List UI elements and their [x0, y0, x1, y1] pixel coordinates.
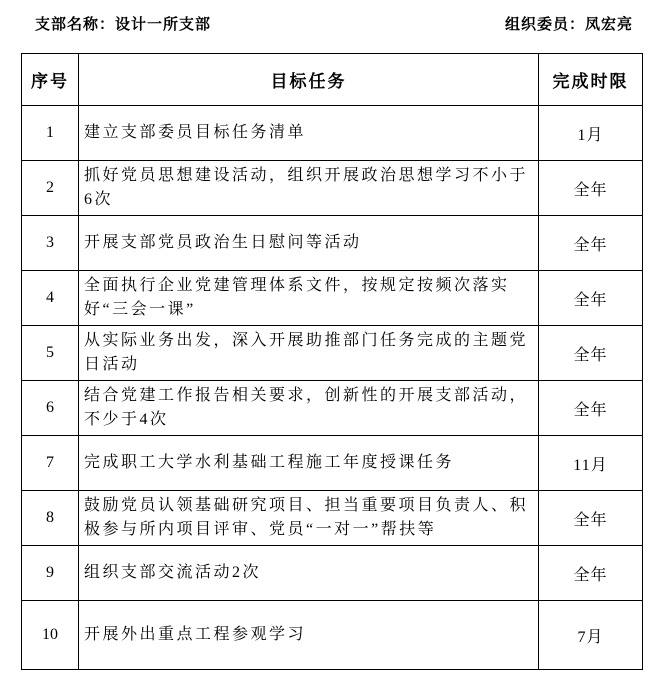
- column-header-no: 序号: [22, 54, 79, 106]
- branch-name-label: 支部名称：: [35, 17, 116, 33]
- column-header-deadline: 完成时限: [539, 54, 643, 106]
- deadline-text: 7月: [539, 601, 643, 670]
- table-row: [22, 601, 643, 670]
- task-text: 结合党建工作报告相关要求，创新性的开展支部活动，不少于4次: [79, 381, 539, 436]
- deadline-text: 全年: [539, 216, 643, 271]
- table-header-row: [22, 54, 643, 106]
- table-row: [22, 271, 643, 326]
- table-row: [22, 381, 643, 436]
- row-number: 10: [22, 601, 79, 670]
- organization-member-value: 凤宏亮: [584, 17, 633, 33]
- branch-name-value: 设计一所支部: [115, 17, 212, 33]
- table-row: [22, 436, 643, 491]
- branch-name: [35, 13, 211, 34]
- table-row: [22, 161, 643, 216]
- row-number: 5: [22, 326, 79, 381]
- task-text: 完成职工大学水利基础工程施工年度授课任务: [79, 436, 539, 491]
- task-text: 开展支部党员政治生日慰问等活动: [79, 216, 539, 271]
- table-row: [22, 106, 643, 161]
- table-row: [22, 216, 643, 271]
- organization-member-label: 组织委员：: [504, 17, 585, 33]
- row-number: 7: [22, 436, 79, 491]
- row-number: 8: [22, 491, 79, 546]
- organization-member: [505, 13, 633, 34]
- task-text: 全面执行企业党建管理体系文件，按规定按频次落实好“三会一课”: [79, 271, 539, 326]
- task-text: 鼓励党员认领基础研究项目、担当重要项目负责人、积极参与所内项目评审、党员“一对一”帮扶等: [79, 491, 539, 546]
- deadline-text: 全年: [539, 491, 643, 546]
- task-text: 从实际业务出发，深入开展助推部门任务完成的主题党日活动: [79, 326, 539, 381]
- column-header-task: 目标任务: [79, 54, 539, 106]
- task-text: 建立支部委员目标任务清单: [79, 106, 539, 161]
- deadline-text: 全年: [539, 546, 643, 601]
- row-number: 3: [22, 216, 79, 271]
- deadline-text: 全年: [539, 271, 643, 326]
- row-number: 1: [22, 106, 79, 161]
- table-row: [22, 326, 643, 381]
- row-number: 6: [22, 381, 79, 436]
- row-number: 4: [22, 271, 79, 326]
- task-text: 抓好党员思想建设活动，组织开展政治思想学习不小于6次: [79, 161, 539, 216]
- deadline-text: 全年: [539, 326, 643, 381]
- table-row: [22, 546, 643, 601]
- row-number: 2: [22, 161, 79, 216]
- row-number: 9: [22, 546, 79, 601]
- deadline-text: 全年: [539, 381, 643, 436]
- task-text: 开展外出重点工程参观学习: [79, 601, 539, 670]
- task-table: [21, 53, 643, 670]
- table-row: [22, 491, 643, 546]
- document-header: [0, 0, 663, 34]
- deadline-text: 11月: [539, 436, 643, 491]
- deadline-text: 全年: [539, 161, 643, 216]
- deadline-text: 1月: [539, 106, 643, 161]
- task-text: 组织支部交流活动2次: [79, 546, 539, 601]
